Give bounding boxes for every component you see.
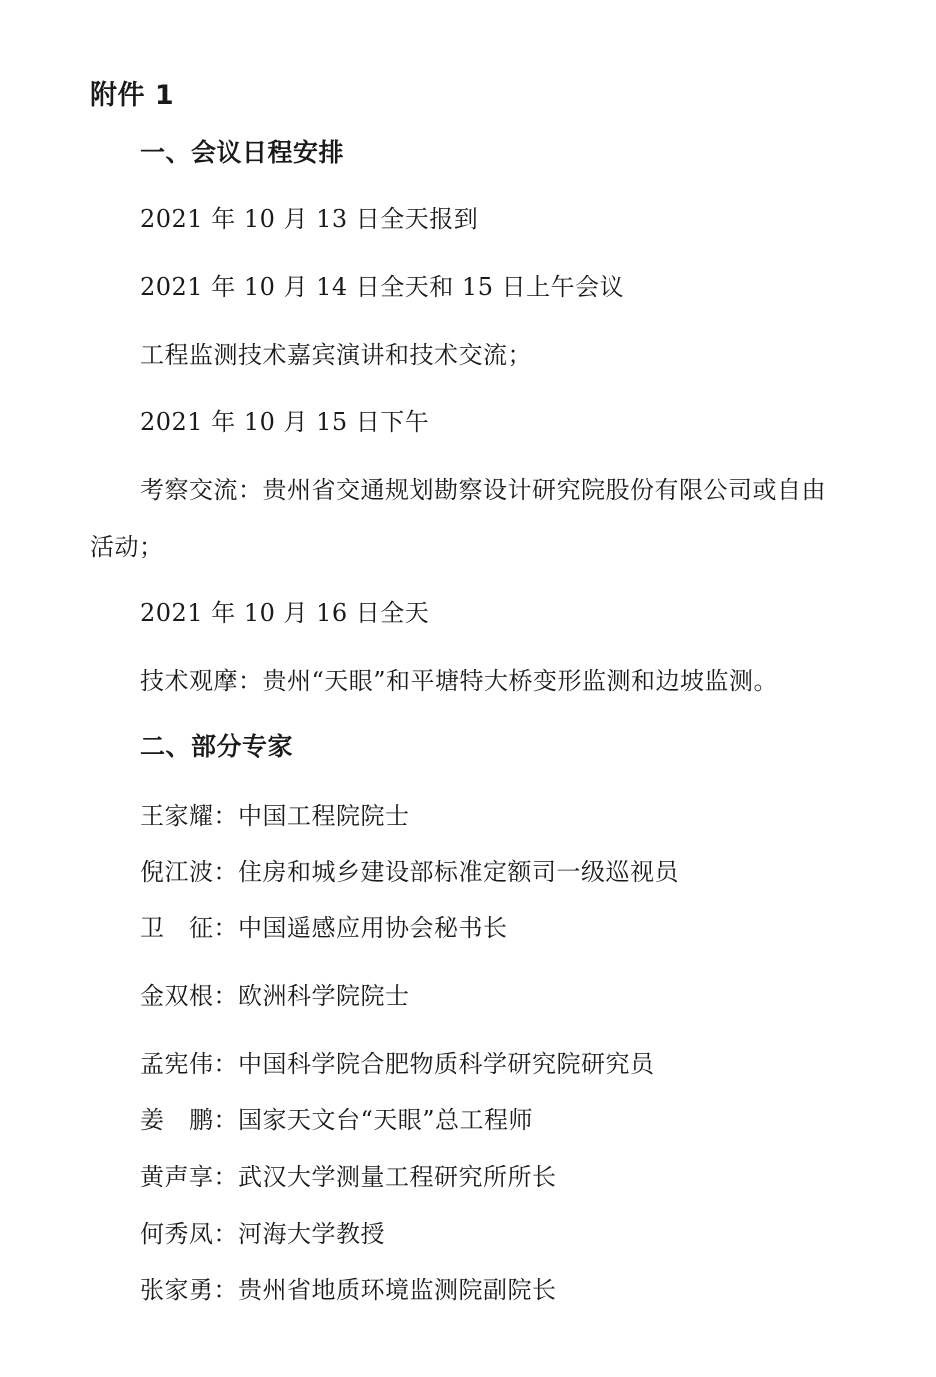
schedule-line: 2021 年 10 月 16 日全天 <box>140 599 430 627</box>
expert-item: 孟宪伟：中国科学院合肥物质科学研究院研究员 <box>140 1050 655 1078</box>
schedule-line: 2021 年 10 月 15 日下午 <box>140 408 430 436</box>
expert-item: 黄声享：武汉大学测量工程研究所所长 <box>140 1163 557 1191</box>
section-heading-schedule: 一、会议日程安排 <box>140 138 345 167</box>
expert-item: 卫 征：中国遥感应用协会秘书长 <box>140 914 508 942</box>
expert-item: 何秀凤：河海大学教授 <box>140 1220 385 1248</box>
expert-item: 张家勇：贵州省地质环境监测院副院长 <box>140 1276 557 1304</box>
schedule-line: 技术观摩：贵州“天眼”和平塘特大桥变形监测和边坡监测。 <box>140 667 779 695</box>
expert-item: 金双根：欧洲科学院院士 <box>140 982 410 1010</box>
schedule-line: 工程监测技术嘉宾演讲和技术交流； <box>140 341 532 369</box>
expert-item: 姜 鹏：国家天文台“天眼”总工程师 <box>140 1106 534 1134</box>
schedule-line: 考察交流：贵州省交通规划勘察设计研究院股份有限公司或自由 <box>140 476 826 504</box>
schedule-line-continuation: 活动； <box>90 533 164 561</box>
schedule-line: 2021 年 10 月 14 日全天和 15 日上午会议 <box>140 273 625 301</box>
expert-item: 王家耀：中国工程院院士 <box>140 802 410 830</box>
attachment-label: 附件 1 <box>90 80 175 111</box>
expert-item: 倪江波：住房和城乡建设部标准定额司一级巡视员 <box>140 858 679 886</box>
schedule-line: 2021 年 10 月 13 日全天报到 <box>140 205 479 233</box>
section-heading-experts: 二、部分专家 <box>140 732 294 761</box>
